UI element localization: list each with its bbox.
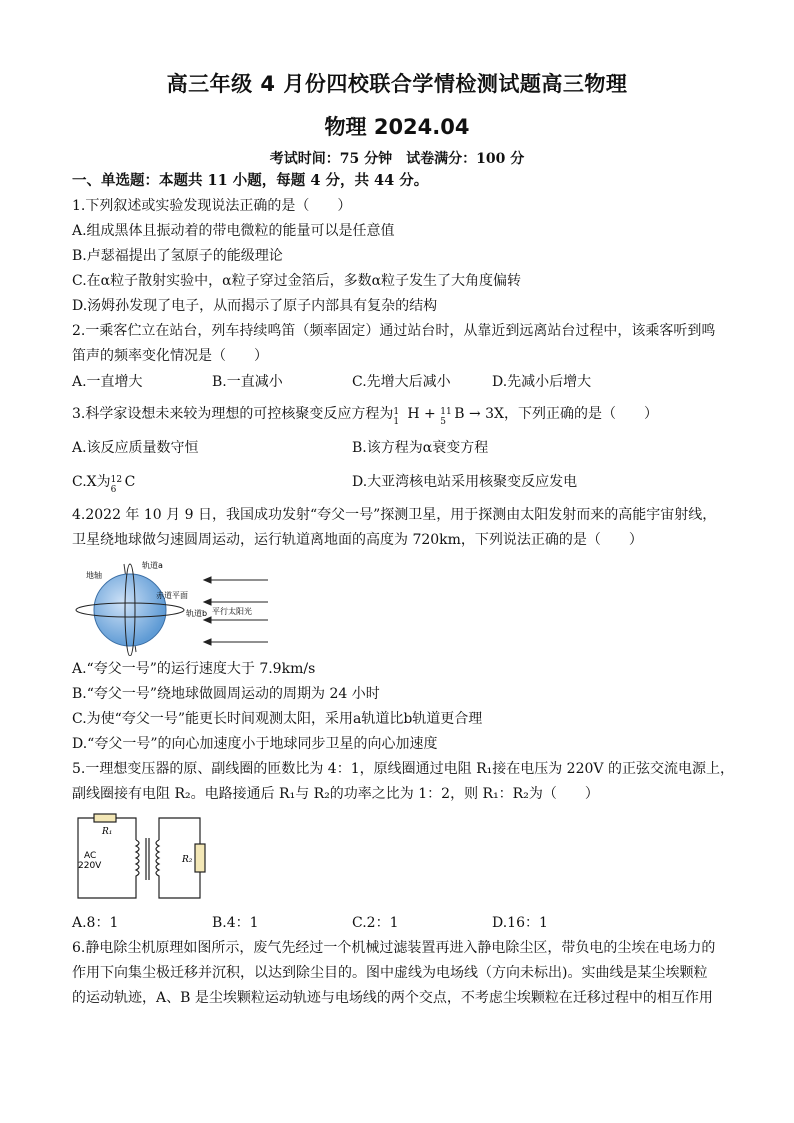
secondary-coil bbox=[156, 840, 159, 878]
q6-line2: 作用下向集尘极迁移并沉积，以达到除尘目的。图中虚线为电场线（方向未标出)。实曲线是某尘埃颗粒 bbox=[72, 965, 708, 981]
secondary-wire-top bbox=[159, 818, 200, 846]
label-r1: R₁ bbox=[102, 827, 113, 837]
q2-stem-line1: 2.一乘客伫立在站台，列车持续鸣笛（频率固定）通过站台时，从靠近到远离站台过程中，该乘客听到鸣 bbox=[72, 323, 716, 339]
q3-stem bbox=[72, 405, 659, 427]
q2-option-d: D.先减小后增大 bbox=[492, 374, 592, 390]
q3-b-mass: 11 bbox=[440, 407, 452, 417]
r2-resistor bbox=[195, 844, 205, 872]
q6-line3: 的运动轨迹，A、B 是尘埃颗粒运动轨迹与电场线的两个交点，不考虑尘埃颗粒在迁移过程中的相互作用 bbox=[72, 990, 713, 1006]
q1-option-b: B.卢瑟福提出了氢原子的能级理论 bbox=[72, 248, 283, 264]
sunlight-arrowhead-4 bbox=[204, 639, 211, 645]
label-r2: R₂ bbox=[182, 855, 193, 865]
section-heading: 一、单选题：本题共 11 小题，每题 4 分，共 44 分。 bbox=[72, 172, 429, 189]
secondary-wire-bottom bbox=[159, 870, 200, 898]
q4-option-c: C.为使“夸父一号”能更长时间观测太阳，采用a轨道比b轨道更合理 bbox=[72, 711, 483, 727]
q5-option-d: D.16：1 bbox=[492, 915, 548, 931]
q3-option-b: B.该方程为α衰变方程 bbox=[352, 440, 489, 456]
q6-line1: 6.静电除尘机原理如图所示，废气先经过一个机械过滤装置再进入静电除尘区，带负电的尘埃在电场力的 bbox=[72, 940, 716, 956]
q2-stem-line2: 笛声的频率变化情况是（ ） bbox=[72, 348, 268, 364]
q5-stem-line1: 5.一理想变压器的原、副线圈的匝数比为 4：1，原线圈通过电阻 R₁接在电压为 220V 的正弦交流电源上， bbox=[72, 761, 734, 777]
label-ac: AC bbox=[84, 851, 97, 861]
q2-option-a: A.一直增大 bbox=[72, 374, 143, 390]
q3-isotope-c bbox=[110, 473, 125, 495]
q3-plus: + bbox=[419, 406, 441, 422]
q1-stem: 1.下列叙述或实验发现说法正确的是（ ） bbox=[72, 198, 352, 214]
q3-option-a: A.该反应质量数守恒 bbox=[72, 440, 199, 456]
label-axis: 地轴 bbox=[86, 571, 102, 580]
q3-h-symbol: H bbox=[407, 406, 420, 422]
q5-option-a: A.8：1 bbox=[72, 915, 119, 931]
q4-orbit-figure bbox=[72, 556, 277, 656]
sunlight-arrowhead-2 bbox=[204, 599, 211, 605]
q5-option-b: B.4：1 bbox=[212, 915, 259, 931]
q5-circuit-figure bbox=[74, 810, 214, 904]
q3-isotope-b bbox=[440, 405, 454, 427]
r1-resistor bbox=[94, 814, 116, 822]
q4-option-a: A.“夸父一号”的运行速度大于 7.9km/s bbox=[72, 661, 316, 677]
sunlight-arrowhead-1 bbox=[204, 577, 211, 583]
q3-option-c-prefix: C.X为 bbox=[72, 474, 111, 490]
q3-option-c bbox=[72, 473, 136, 495]
q5-option-c: C.2：1 bbox=[352, 915, 399, 931]
q2-option-b: B.一直减小 bbox=[212, 374, 283, 390]
q3-c-charge: 6 bbox=[110, 485, 117, 495]
q1-option-a: A.组成黑体且振动着的带电微粒的能量可以是任意值 bbox=[72, 223, 395, 239]
q4-stem-line1: 4.2022 年 10 月 9 日，我国成功发射“夸父一号”探测卫星，用于探测由太阳发射而来的高能宇宙射线， bbox=[72, 507, 717, 523]
q4-stem-line2: 卫星绕地球做匀速圆周运动，运行轨道离地面的高度为 720km，下列说法正确的是（ ） bbox=[72, 532, 643, 548]
q3-h-charge: 1 bbox=[393, 417, 400, 427]
label-orbit-a: 轨道a bbox=[142, 561, 163, 570]
full-score: 试卷满分：100 分 bbox=[406, 151, 525, 167]
primary-coil bbox=[136, 840, 139, 878]
exam-time: 考试时间：75 分钟 bbox=[269, 151, 393, 167]
q3-stem-suffix: ，下列正确的是（ ） bbox=[504, 406, 659, 422]
q4-option-b: B.“夸父一号”绕地球做圆周运动的周期为 24 小时 bbox=[72, 686, 380, 702]
q3-b-symbol: B bbox=[454, 406, 465, 422]
q1-option-c: C.在α粒子散射实验中，α粒子穿过金箔后，多数α粒子发生了大角度偏转 bbox=[72, 273, 522, 289]
q2-option-c: C.先增大后减小 bbox=[352, 374, 451, 390]
q1-option-d: D.汤姆孙发现了电子，从而揭示了原子内部具有复杂的结构 bbox=[72, 298, 438, 314]
q3-c-mass: 12 bbox=[110, 475, 123, 485]
label-orbit-b: 轨道b bbox=[186, 609, 208, 618]
q3-option-d: D.大亚湾核电站采用核聚变反应发电 bbox=[352, 474, 578, 490]
page-title: 高三年级 4 月份四校联合学情检测试题高三物理 bbox=[166, 72, 628, 96]
label-sunlight: 平行太阳光 bbox=[212, 607, 252, 616]
q4-option-d: D.“夸父一号”的向心加速度小于地球同步卫星的向心加速度 bbox=[72, 736, 438, 752]
q3-isotope-h bbox=[393, 405, 407, 427]
exam-info bbox=[0, 148, 794, 168]
earth-globe bbox=[94, 574, 166, 646]
q5-stem-line2: 副线圈接有电阻 R₂。电路接通后 R₁与 R₂的功率之比为 1：2，则 R₁：R₂为（ ） bbox=[72, 786, 599, 802]
q3-h-mass: 1 bbox=[393, 407, 400, 417]
q3-c-symbol: C bbox=[124, 474, 136, 490]
label-equator: 赤道平面 bbox=[156, 591, 188, 600]
q3-b-charge: 5 bbox=[440, 417, 446, 427]
label-voltage: 220V bbox=[78, 861, 102, 871]
q3-arrow: → 3X bbox=[464, 406, 505, 422]
page-subtitle: 物理 2024.04 bbox=[324, 115, 470, 139]
q3-stem-prefix: 3.科学家设想未来较为理想的可控核聚变反应方程为 bbox=[72, 406, 394, 422]
